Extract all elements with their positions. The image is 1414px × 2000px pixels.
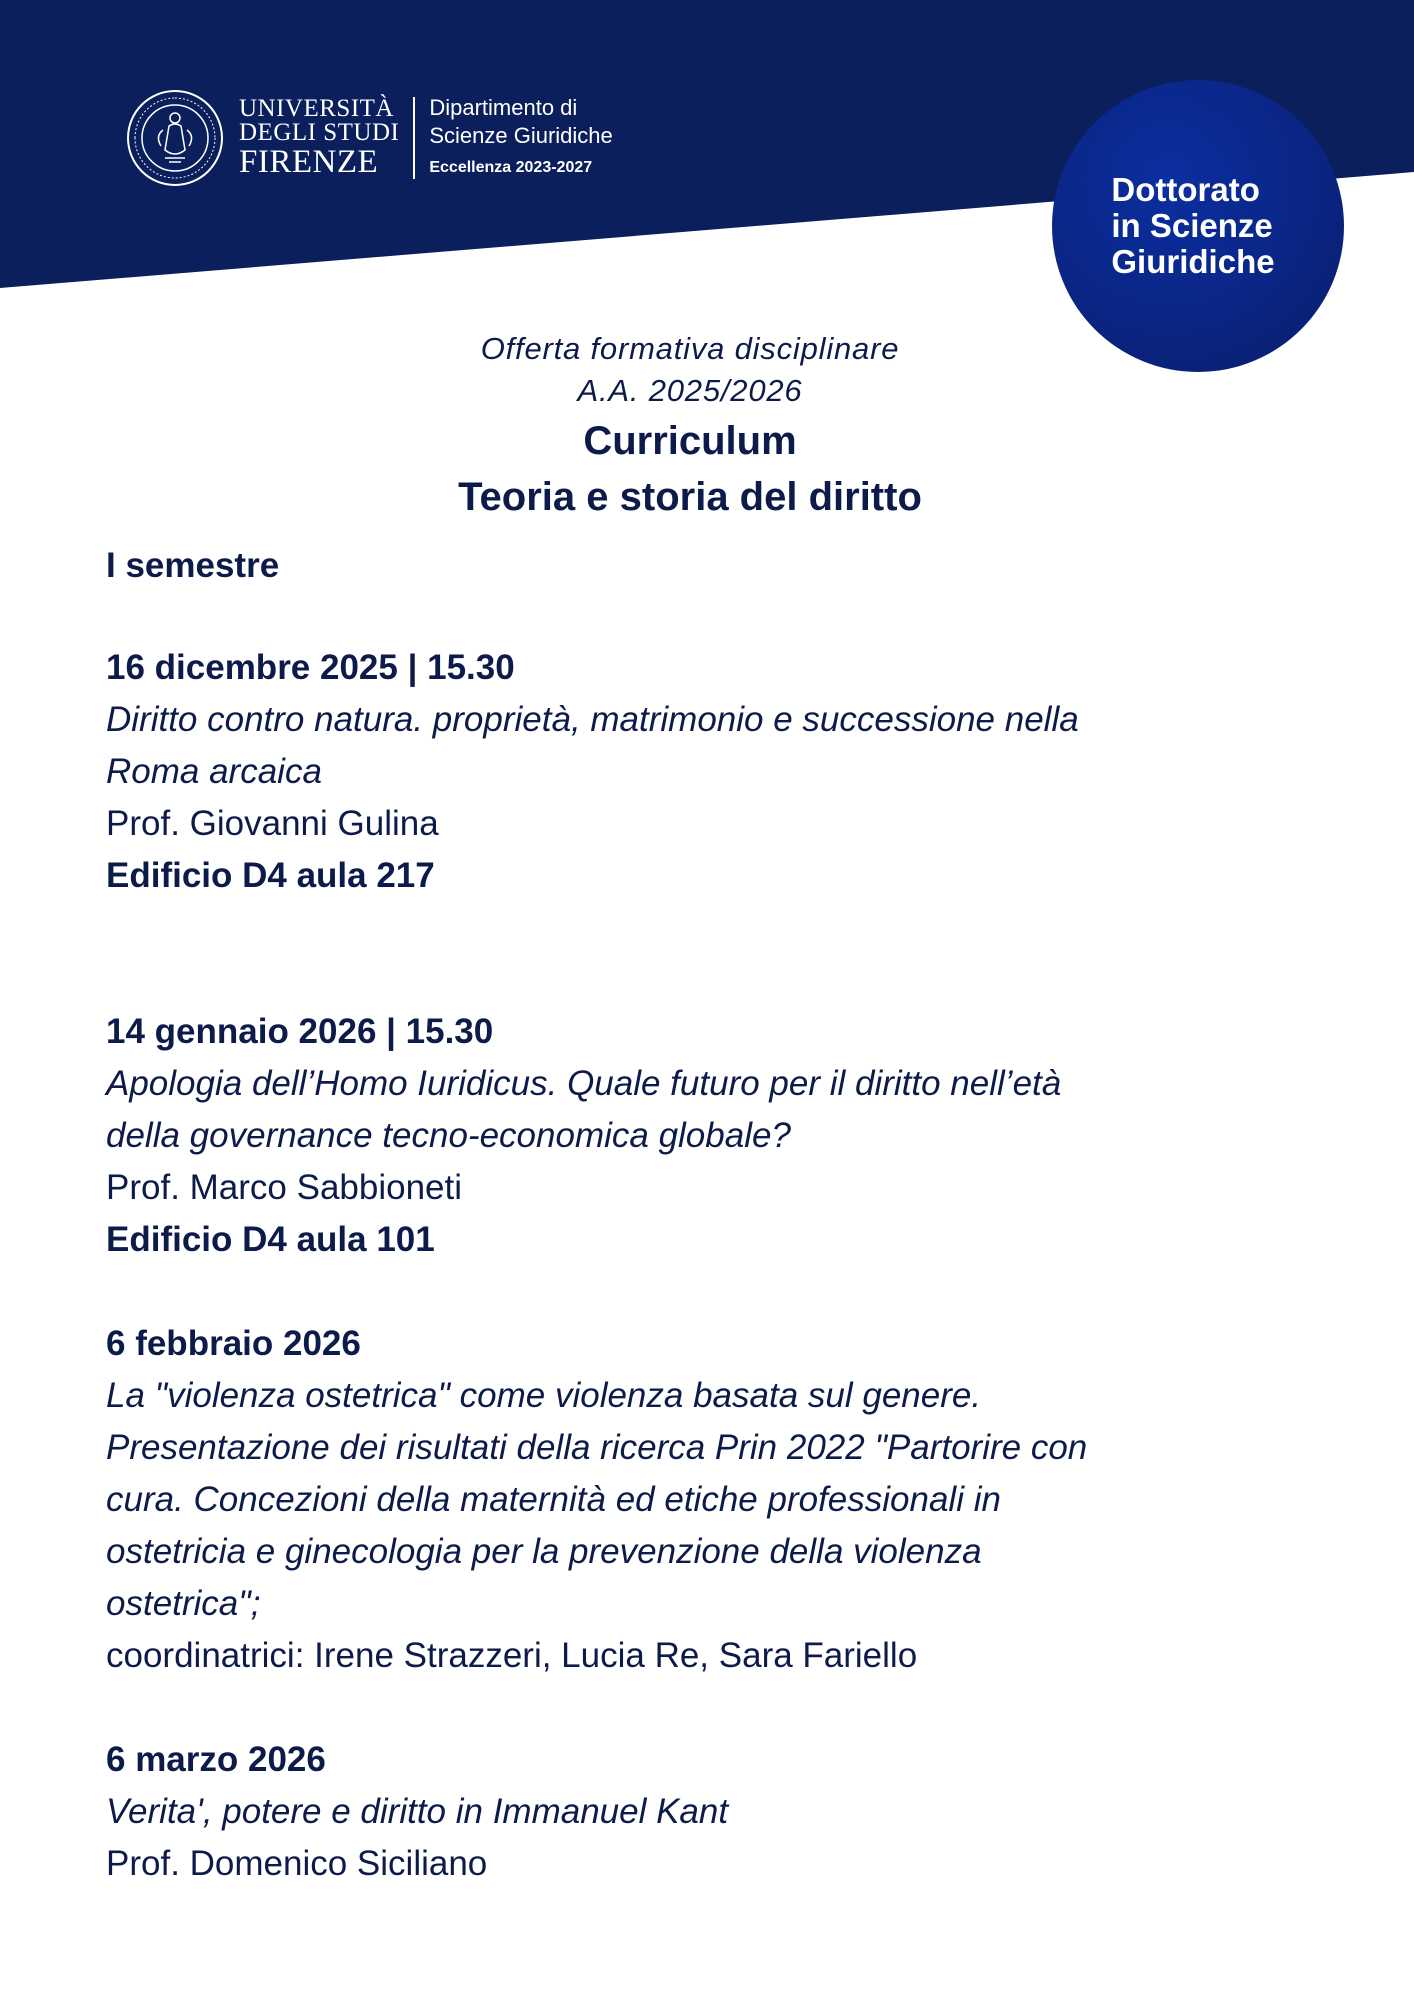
event-speaker: Prof. Domenico Siciliano [106,1844,488,1883]
excellence-label: Eccellenza 2023-2027 [429,159,593,176]
event-title-line: ostetrica"; [106,1584,261,1623]
event-title-line: Apologia dell’Homo Iuridicus. Quale futuro per il diritto nell’età [106,1064,1062,1103]
university-name: UNIVERSITÀ DEGLI STUDI FIRENZE [239,97,415,179]
event-title-line: Diritto contro natura. proprietà, matrimonio e successione nella [106,700,1079,739]
event-date: 6 marzo 2026 [106,1740,326,1779]
curriculum-label: Curriculum [583,419,797,463]
program-badge: Dottorato in Scienze Giuridiche [1052,80,1344,372]
event-item [106,1318,1326,1682]
event-date: 6 febbraio 2026 [106,1324,361,1363]
offer-label: Offerta formativa disciplinare [480,331,900,366]
event-title-line: della governance tecno-economica globale? [106,1116,791,1155]
event-title-line: Verita', potere e diritto in Immanuel Kant [106,1792,729,1831]
semester-label: I semestre [106,546,280,585]
event-item [106,1734,1326,1890]
event-item [106,642,1326,902]
university-seal-icon [125,88,225,188]
document-heading [0,328,1380,524]
event-room: Edificio D4 aula 101 [106,1220,435,1259]
event-speaker: Prof. Marco Sabbioneti [106,1168,463,1207]
event-room: Edificio D4 aula 217 [106,856,435,895]
academic-year: A.A. 2025/2026 [577,373,803,408]
department-name: Dipartimento di Scienze Giuridiche Eccellenza 2023-2027 [429,94,612,182]
event-title-line: cura. Concezioni della maternità ed etiche professionali in [106,1480,1001,1519]
event-date: 14 gennaio 2026 | 15.30 [106,1012,494,1051]
event-date: 16 dicembre 2025 | 15.30 [106,648,515,687]
event-coordinators: coordinatrici: Irene Strazzeri, Lucia Re, Sara Fariello [106,1636,918,1675]
curriculum-title: Teoria e storia del diritto [458,475,922,519]
event-item [106,1006,1326,1266]
event-title-line: ostetricia e ginecologia per la prevenzione della violenza [106,1532,982,1571]
schedule [106,540,1326,1942]
event-title-line: Presentazione dei risultati della ricerca Prin 2022 "Partorire con [106,1428,1088,1467]
event-speaker: Prof. Giovanni Gulina [106,804,439,843]
event-title-line: La "violenza ostetrica" come violenza basata sul genere. [106,1376,982,1415]
university-logo [125,88,613,188]
event-title-line: Roma arcaica [106,752,322,791]
